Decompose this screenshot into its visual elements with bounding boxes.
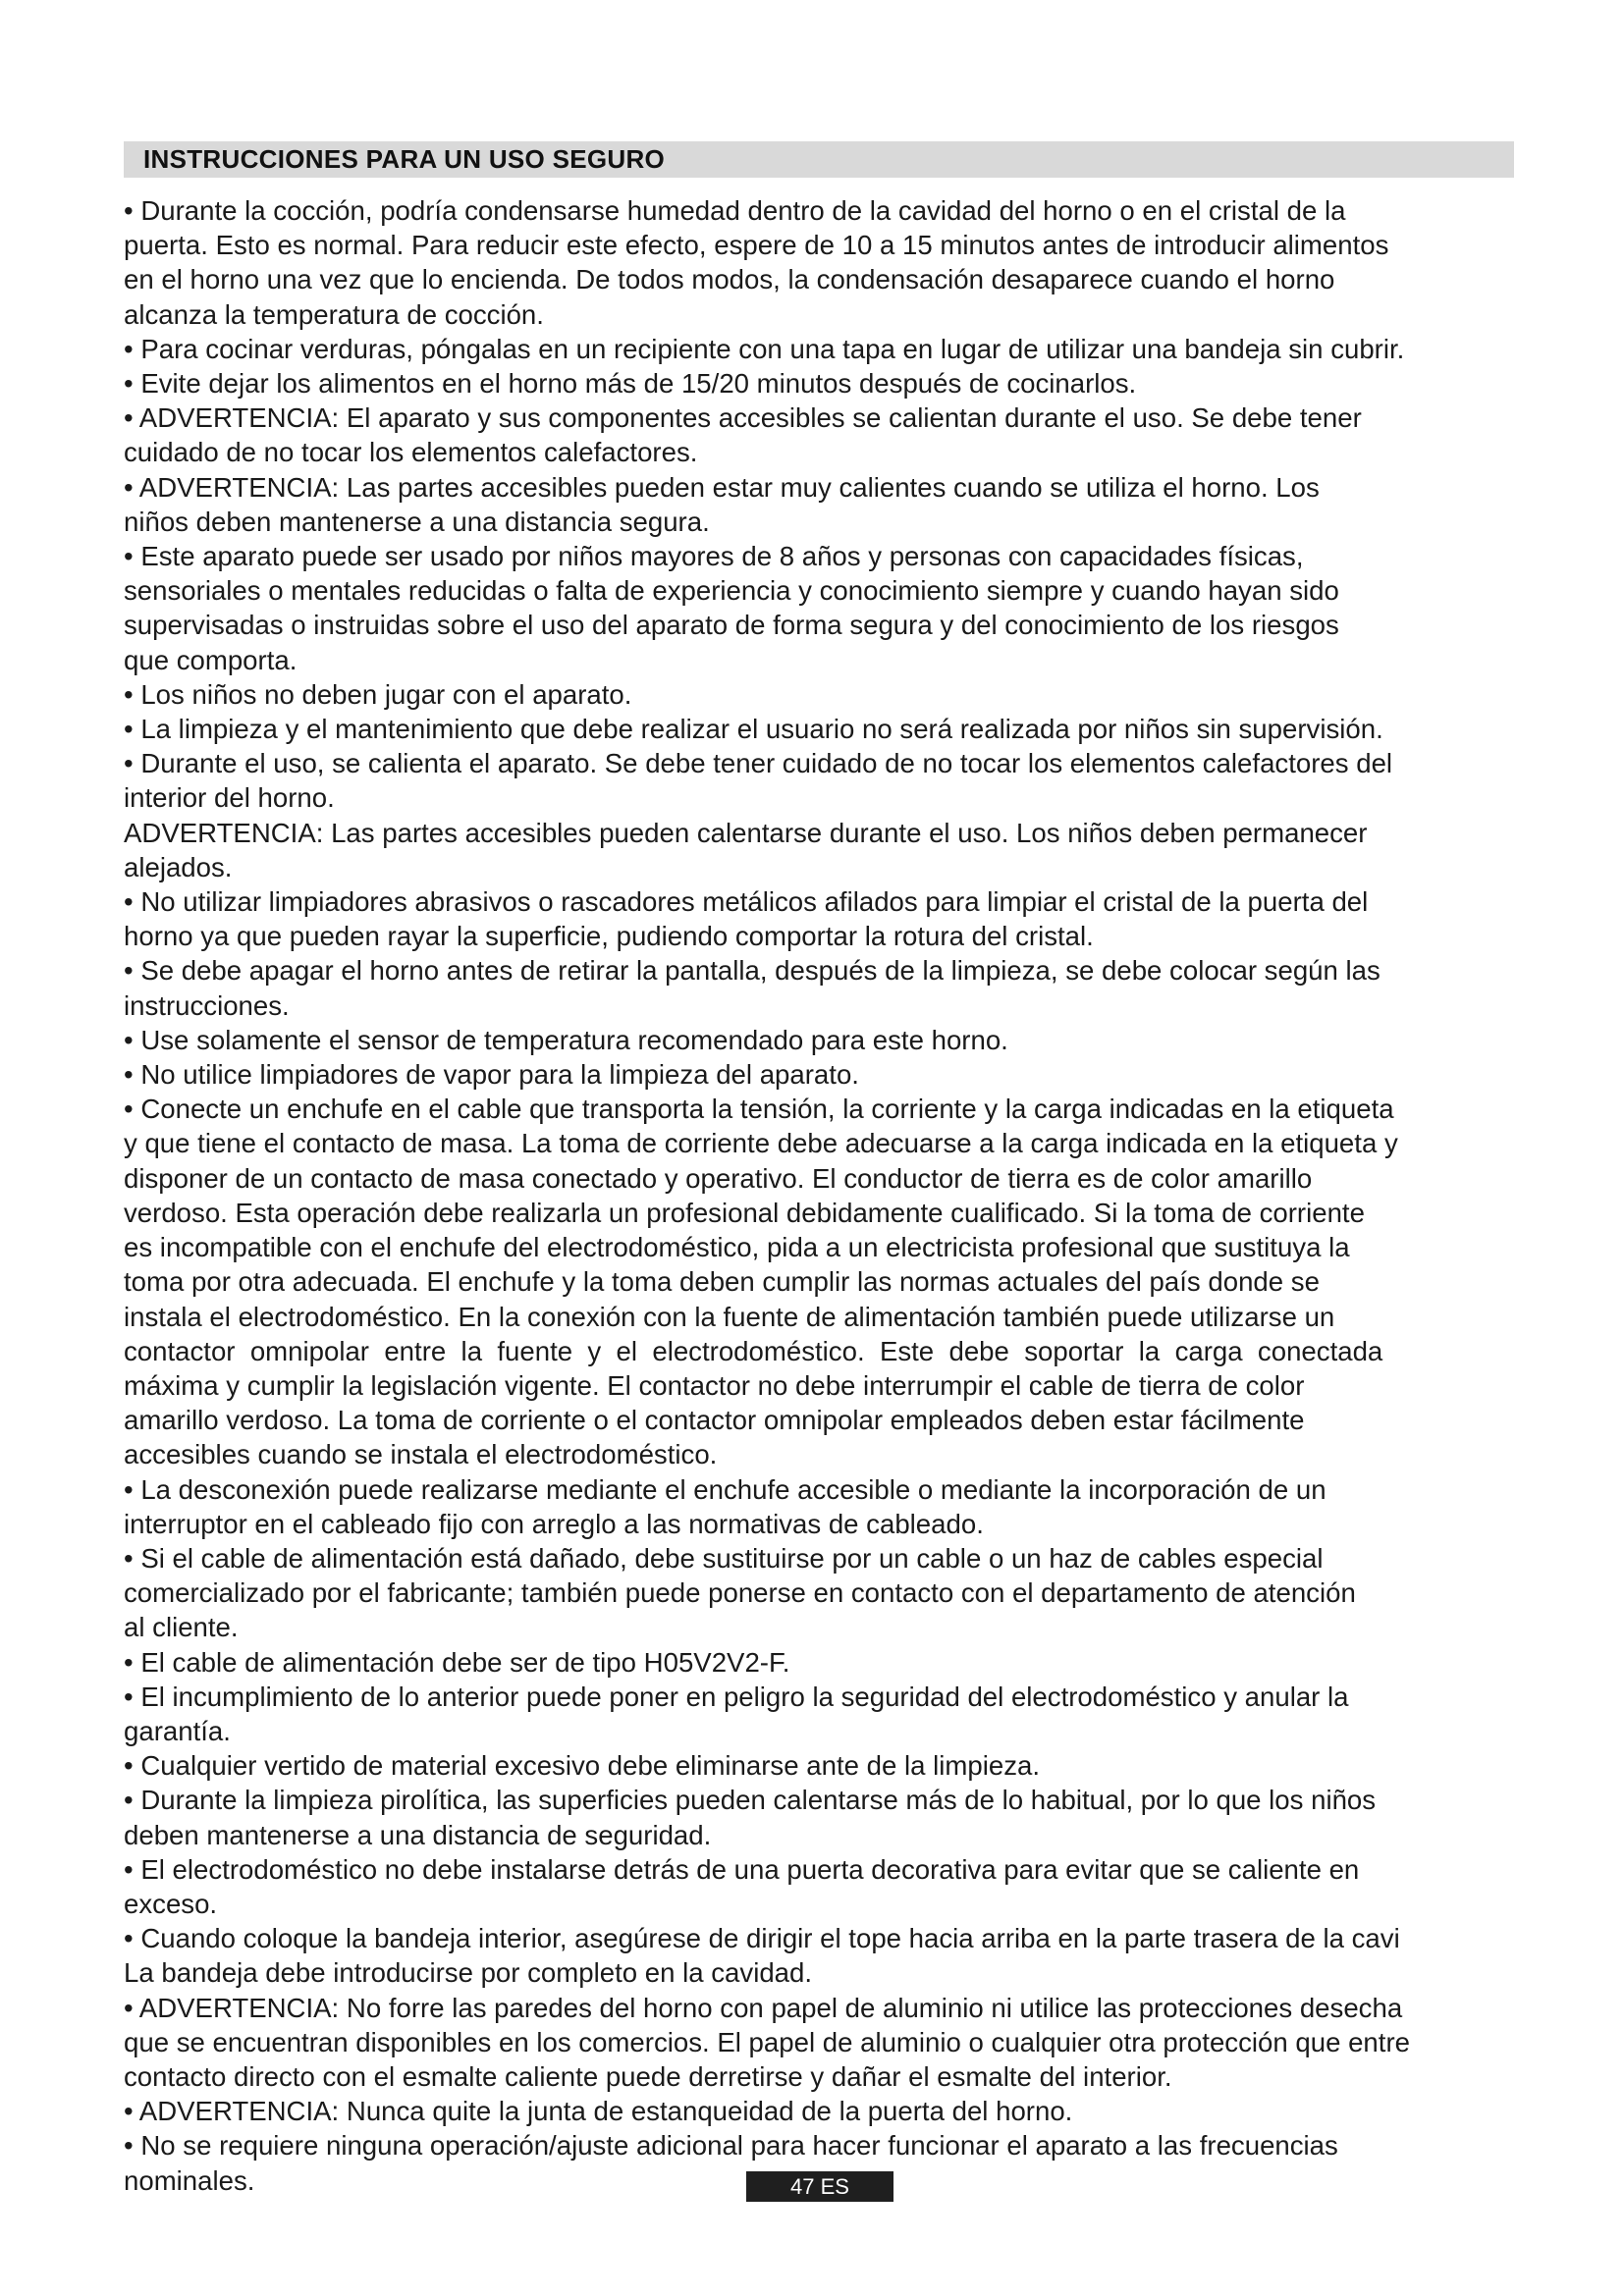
list-item: • Para cocinar verduras, póngalas en un recipiente con una tapa en lugar de utilizar una bandeja sin cubrir.: [124, 333, 1405, 364]
list-item: • Cuando coloque la bandeja interior, asegúrese de dirigir el tope hacia arriba en la parte trasera de la cavi La bandeja debe introducirse por completo en la cavidad.: [124, 1923, 1400, 1989]
list-item: • No utilizar limpiadores abrasivos o rascadores metálicos afilados para limpiar el cristal de la puerta del horno ya que pueden rayar la superficie, pudiendo comportar la rotura del cristal.: [124, 886, 1369, 952]
list-item: • Cualquier vertido de material excesivo debe eliminarse ante de la limpieza.: [124, 1750, 1041, 1782]
list-item: • El electrodoméstico no debe instalarse detrás de una puerta decorativa para evitar que se caliente en exceso.: [124, 1853, 1360, 1919]
list-item: • Evite dejar los alimentos en el horno más de 15/20 minutos después de cocinarlos.: [124, 368, 1137, 400]
list-item: ADVERTENCIA: Las partes accesibles pueden calentarse durante el uso. Los niños deben permanecer alejados.: [124, 817, 1368, 882]
list-item: • El incumplimiento de lo anterior puede poner en peligro la seguridad del electrodoméstico y anular la garantía.: [124, 1681, 1349, 1746]
section-title: INSTRUCCIONES PARA UN USO SEGURO: [124, 141, 1514, 178]
list-item: • ADVERTENCIA: Las partes accesibles pueden estar muy calientes cuando se utiliza el horno. Los niños deben mantenerse a una distancia segura.: [124, 471, 1320, 537]
list-item: • Los niños no deben jugar con el aparato.: [124, 678, 632, 710]
list-item: • Este aparato puede ser usado por niños mayores de 8 años y personas con capacidades físicas, sensoriales o mentales reducidas o falta de experiencia y conocimiento siempre y cuando hayan sido supervisadas o instruidas sobre el uso del aparato de forma segura y del conocimiento de los riesgos que comporta.: [124, 541, 1339, 675]
page-number-badge: 47 ES: [746, 2171, 893, 2202]
list-item: • La desconexión puede realizarse mediante el enchufe accesible o mediante la incorporación de un interruptor en el cableado fijo con arreglo a las normativas de cableado.: [124, 1473, 1326, 1539]
list-item: • ADVERTENCIA: Nunca quite la junta de estanqueidad de la puerta del horno.: [124, 2096, 1073, 2127]
list-item: • ADVERTENCIA: No forre las paredes del horno con papel de aluminio ni utilice las protecciones desecha que se encuentran disponibles en los comercios. El papel de aluminio o cualquier otra protección que entre contacto directo con el esmalte caliente puede derretirse y dañar el esmalte del interior.: [124, 1992, 1410, 2092]
list-item: • El cable de alimentación debe ser de tipo H05V2V2-F.: [124, 1646, 790, 1678]
list-item: • Si el cable de alimentación está dañado, debe sustituirse por un cable o un haz de cables especial comercializado por el fabricante; también puede ponerse en contacto con el departamento de atención al cliente.: [124, 1542, 1356, 1643]
list-item: • Se debe apagar el horno antes de retirar la pantalla, después de la limpieza, se debe colocar según las instrucciones.: [124, 955, 1380, 1021]
list-item: • ADVERTENCIA: El aparato y sus componentes accesibles se calientan durante el uso. Se debe tener cuidado de no tocar los elementos calefactores.: [124, 402, 1362, 468]
list-item: • Durante la cocción, podría condensarse humedad dentro de la cavidad del horno o en el cristal de la puerta. Esto es normal. Para reducir este efecto, espere de 10 a 15 minutos antes de introducir alimentos en el horno una vez que lo encienda. De todos modos, la condensación desaparece cuando el horno alcanza la temperatura de cocción.: [124, 195, 1389, 330]
list-item: • La limpieza y el mantenimiento que debe realizar el usuario no será realizada por niños sin supervisión.: [124, 714, 1383, 745]
list-item: • Use solamente el sensor de temperatura recomendado para este horno.: [124, 1024, 1008, 1055]
list-item: • Conecte un enchufe en el cable que transporta la tensión, la corriente y la carga indicadas en la etiqueta y que tiene el contacto de masa. La toma de corriente debe adecuarse a la carga indicada en la etiqueta y disponer de un contacto de masa conectado y operativo. El conductor de tierra es de color amarillo verdoso. Esta operación debe realizarla un profesional debidamente cualificado. Si la toma de corriente es incompatible con el enchufe del electrodoméstico, pida a un electricista profesional que sustituya la toma por otra adecuada. El enchufe y la toma deben cumplir las normas actuales del país donde se instala el electrodoméstico. En la conexión con la fuente de alimentación también puede utilizarse un contactor omnipolar entre la fuente y el electrodoméstico. Este debe soportar la carga conectada máxima y cumplir la legislación vigente. El contactor no debe interrumpir el cable de tierra de color amarillo verdoso. La toma de corriente o el contactor omnipolar empleados deben estar fácilmente accesibles cuando se instala el electrodoméstico.: [124, 1094, 1398, 1470]
list-item: • Durante el uso, se calienta el aparato. Se debe tener cuidado de no tocar los elementos calefactores del interior del horno.: [124, 748, 1393, 814]
instructions-list: [124, 193, 1616, 2198]
list-item: • No utilice limpiadores de vapor para la limpieza del aparato.: [124, 1059, 859, 1091]
list-item: • Durante la limpieza pirolítica, las superficies pueden calentarse más de lo habitual, por lo que los niños deben mantenerse a una distancia de seguridad.: [124, 1785, 1377, 1850]
list-item: • No se requiere ninguna operación/ajuste adicional para hacer funcionar el aparato a las frecuencias nominales.: [124, 2130, 1338, 2196]
